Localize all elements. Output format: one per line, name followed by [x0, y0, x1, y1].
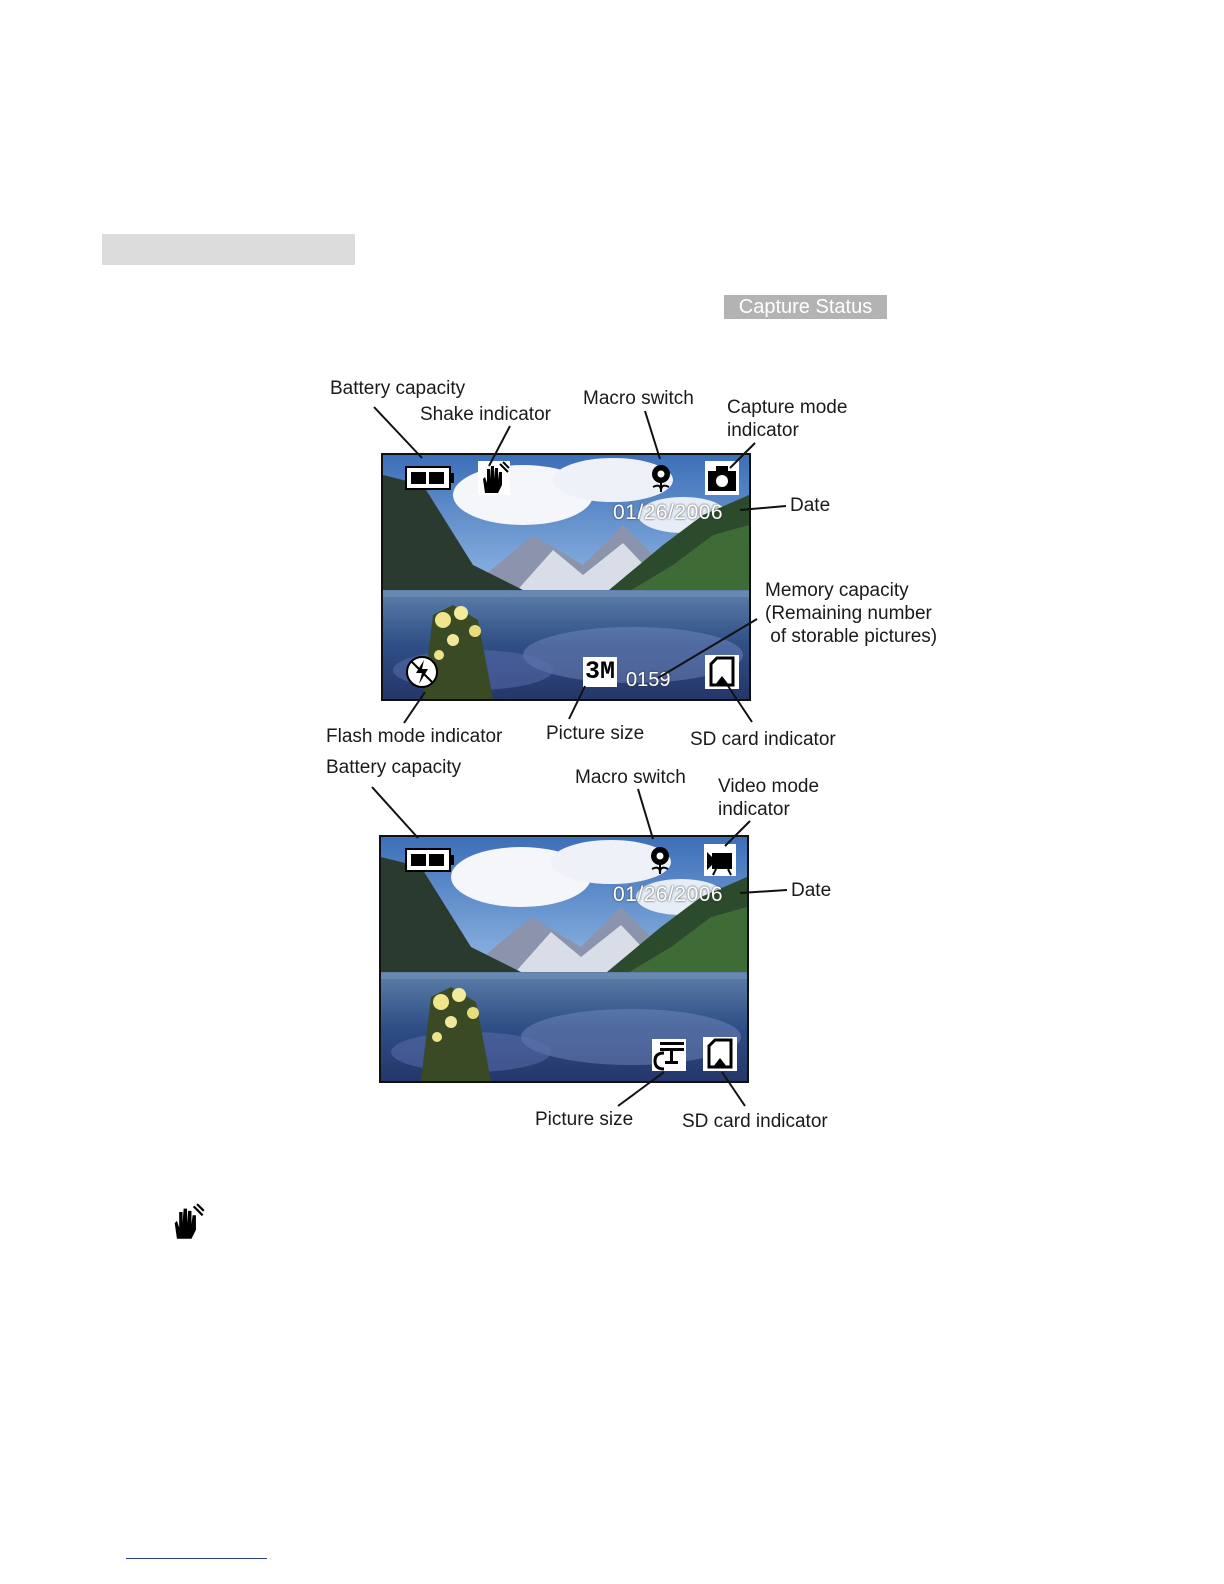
sd-card-icon: [705, 655, 739, 689]
label-capture-mode-indicator: Capture mode indicator: [727, 397, 848, 441]
camera-icon: [705, 461, 739, 495]
flash-mode-icon: [405, 655, 439, 689]
battery-icon: [405, 465, 455, 491]
label-shake-indicator: Shake indicator: [420, 404, 551, 425]
label-battery-capacity: Battery capacity: [330, 378, 466, 399]
shake-hand-icon: [478, 461, 510, 495]
section-heading-bar: [102, 234, 355, 265]
label-sd-card-indicator: SD card indicator: [690, 729, 836, 750]
remaining-count: 0159: [626, 669, 671, 691]
date-overlay: 01/26/2006: [613, 501, 724, 524]
label-memory-capacity: Memory capacity (Remaining number of storable pictures): [765, 580, 938, 647]
label-flash-mode-indicator: Flash mode indicator: [326, 726, 503, 747]
battery-icon: [405, 847, 455, 873]
shake-hand-icon: [167, 1203, 207, 1241]
label-macro-switch: Macro switch: [583, 388, 694, 409]
landscape-photo: [381, 837, 747, 1081]
label-picture-size-video: Picture size: [535, 1109, 634, 1130]
label-sd-card-indicator-video: SD card indicator: [682, 1111, 828, 1132]
label-macro-switch-video: Macro switch: [575, 767, 686, 788]
capture-status-tag: Capture Status: [724, 295, 887, 319]
sd-card-icon: [703, 1037, 737, 1071]
photo-mode-screen: [381, 453, 751, 701]
video-size-icon: [652, 1039, 686, 1071]
label-video-mode-indicator: Video mode indicator: [718, 776, 820, 820]
label-battery-capacity-video: Battery capacity: [326, 757, 462, 778]
label-picture-size: Picture size: [546, 723, 645, 744]
date-overlay: 01/26/2006: [613, 883, 724, 906]
video-camera-icon: [704, 844, 736, 876]
macro-flower-icon: [648, 463, 674, 495]
label-date-video: Date: [791, 880, 832, 901]
video-mode-screen: [379, 835, 749, 1083]
label-date: Date: [790, 495, 831, 516]
picture-size-badge: 3M: [584, 657, 615, 686]
footnote-divider: [126, 1558, 267, 1559]
macro-flower-icon: [647, 845, 673, 877]
